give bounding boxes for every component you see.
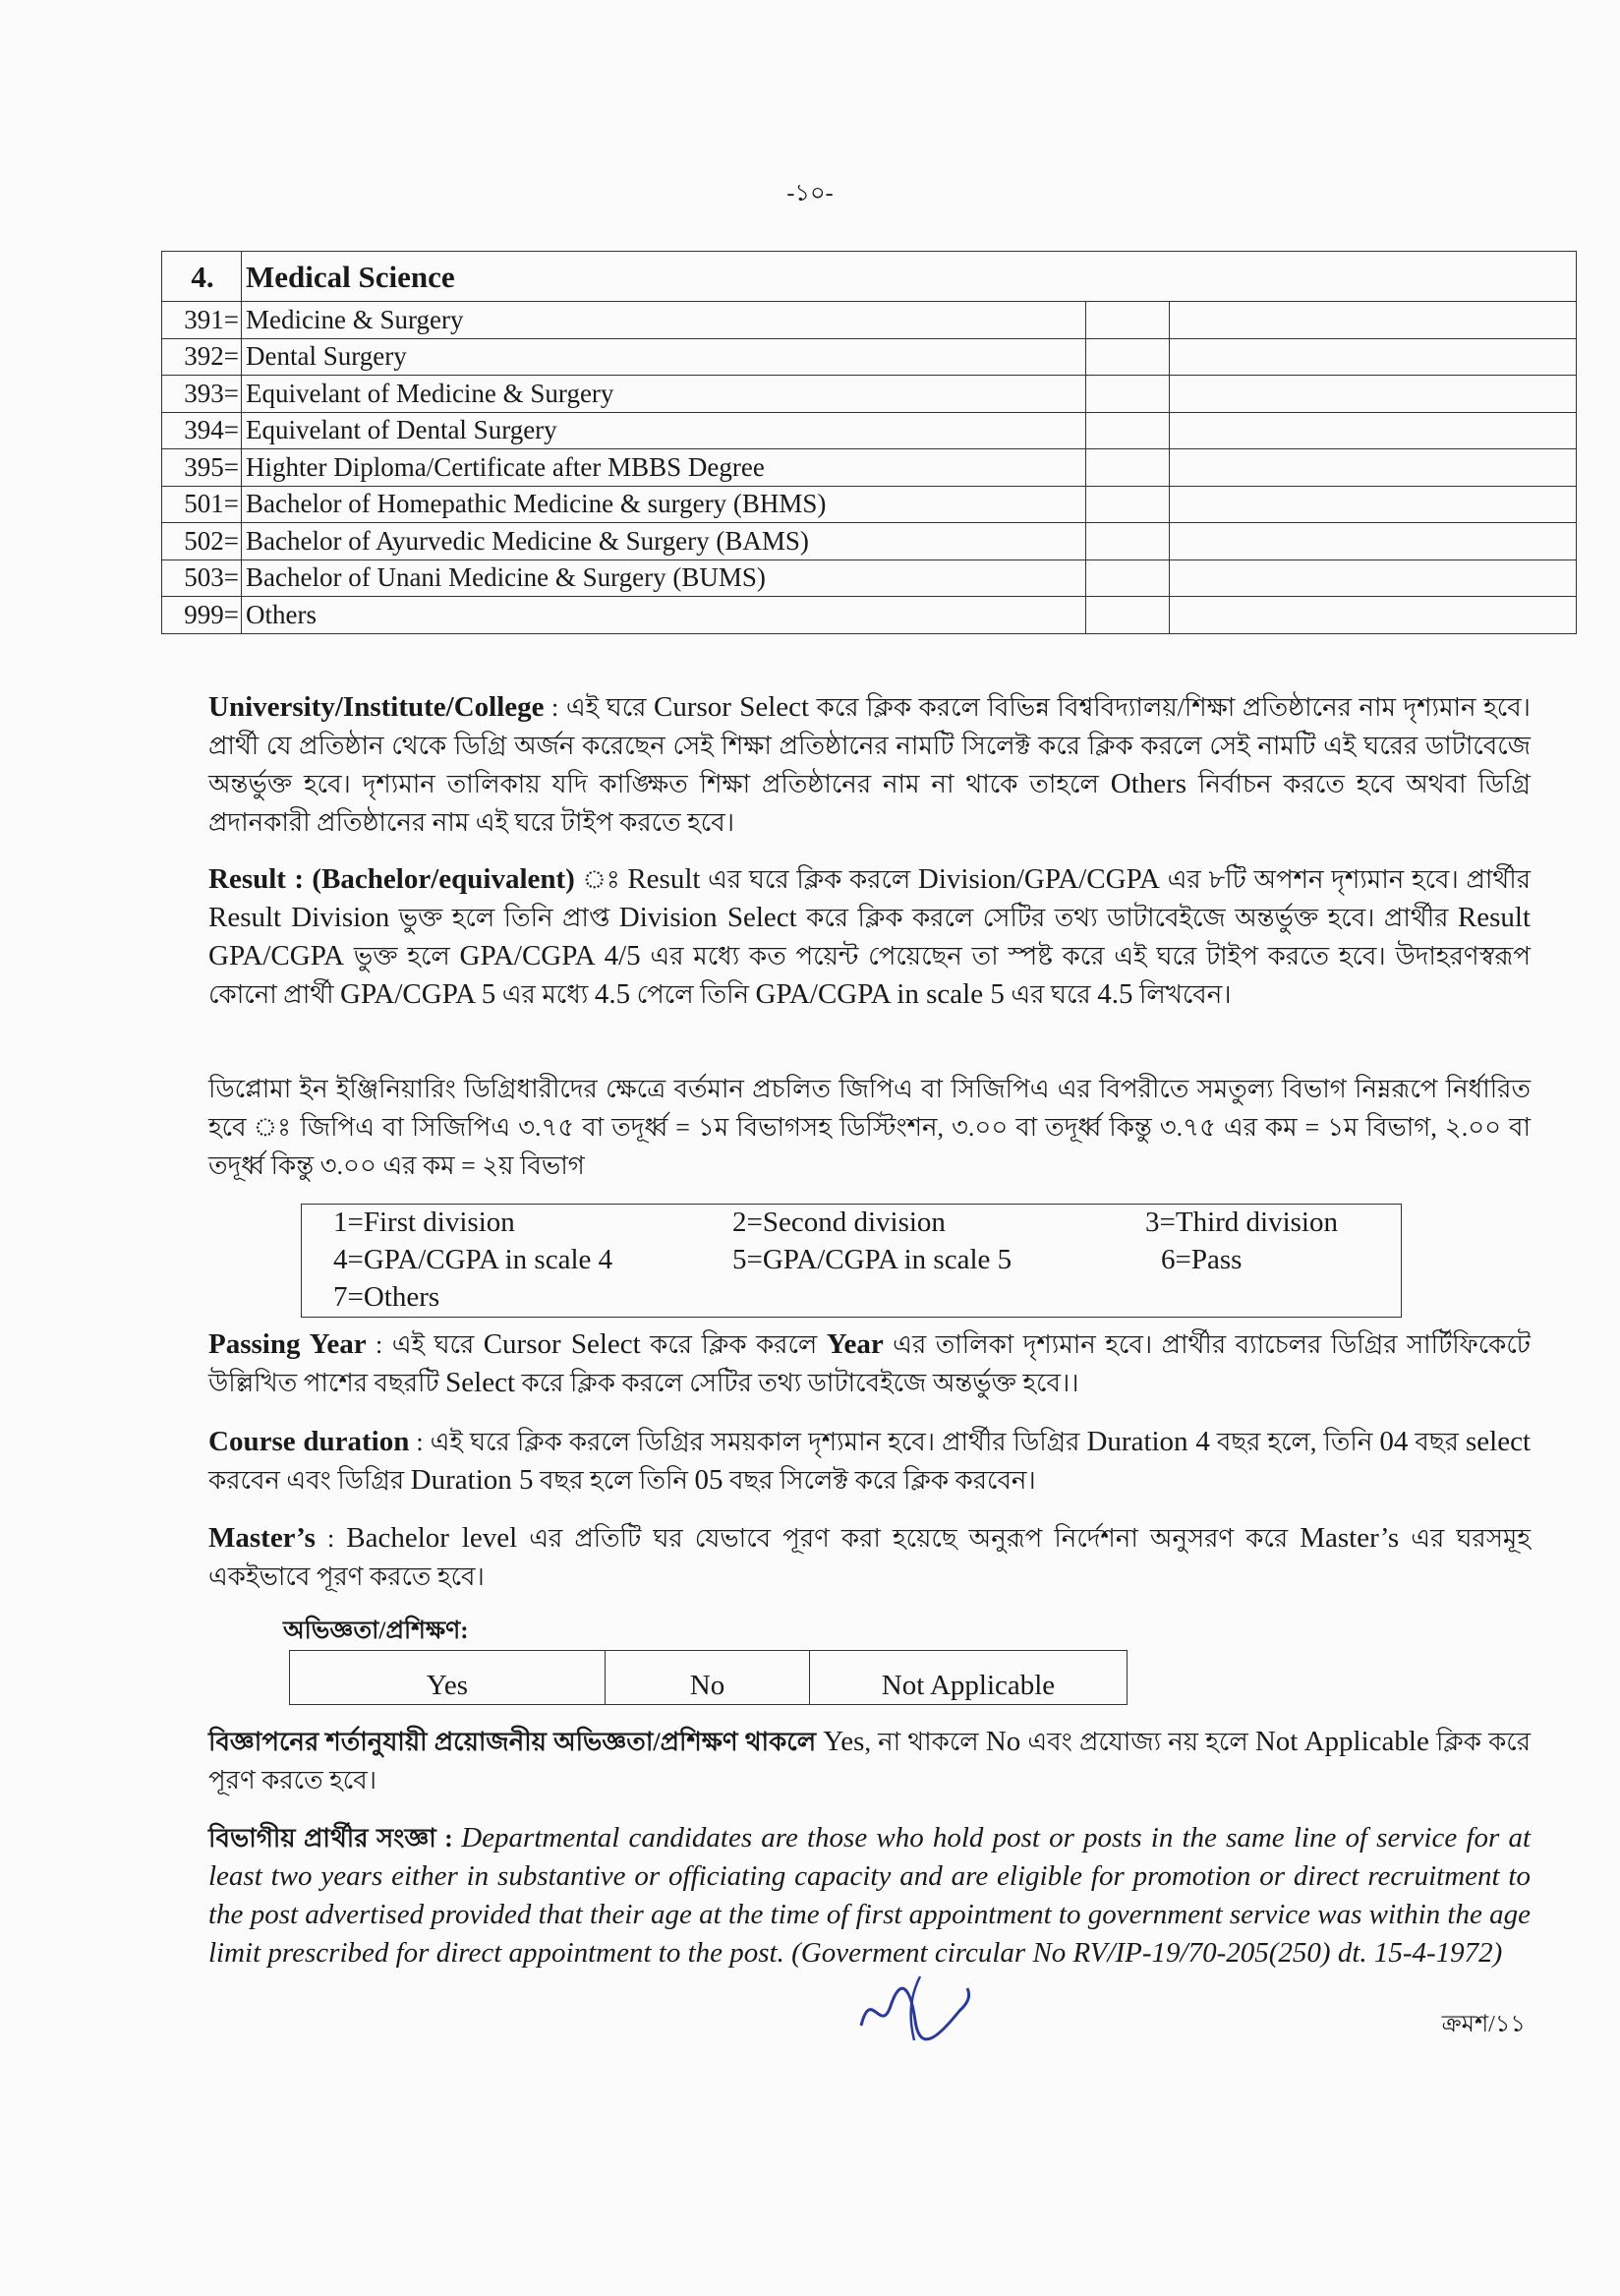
text: ভুক্ত হলে তিনি প্রাপ্ত (389, 904, 619, 932)
row-label: Highter Diploma/Certificate after MBBS Degree (242, 449, 1086, 487)
text: নির্বাচন করতে হবে অথবা ডিগ্রি প্রদানকারী প্রতিষ্ঠানের নাম এই ঘরে টাইপ করতে হবে। (208, 770, 1531, 837)
text: এর ৮টি অপশন দৃশ্যমান হবে। প্রার্থীর (1159, 865, 1531, 894)
row-label: Equivelant of Dental Surgery (242, 412, 1086, 449)
experience-option-no[interactable]: No (606, 1651, 810, 1705)
empty-cell (1086, 412, 1170, 449)
text: বছর (1408, 1428, 1466, 1456)
empty-cell (1170, 338, 1577, 376)
empty-cell (1086, 486, 1170, 523)
text: এবং প্রযোজ্য নয় হলে (1020, 1728, 1255, 1756)
row-code: 392= (162, 338, 242, 376)
text: Result GPA/CGPA (208, 902, 1532, 971)
diploma-note: ডিপ্লোমা ইন ইঞ্জিনিয়ারিং ডিগ্রিধারীদের ক্ষেত্রে বর্তমান প্রচলিত জিপিএ বা সিজিপিএ এর বিপরীতে সমতুল্য বিভাগ নিম্নরূপে নির্ধারিত হবে ঃ জিপিএ বা সিজিপিএ ৩.৭৫ বা তদূর্ধ্ব = ১ম বিভাগসহ ডিস্টিংশন, ৩.০০ বা তদূর্ধ্ব কিন্তু ৩.৭৫ এর কম = ১ম বিভাগ, ২.০০ বা তদূর্ধ্ব কিন্তু ৩.০০ এর কম = ২য় বিভাগ (208, 1075, 1531, 1180)
text: 4.5 (1097, 978, 1133, 1010)
text: 04 (1379, 1426, 1409, 1457)
text: Division/GPA/CGPA (917, 863, 1160, 895)
masters-title: Master’s (208, 1522, 316, 1554)
row-label: Bachelor of Homepathic Medicine & surgery (BHMS) (242, 486, 1086, 523)
row-code: 501= (162, 486, 242, 523)
row-code: 393= (162, 376, 242, 413)
experience-option-not-applicable[interactable]: Not Applicable (810, 1651, 1128, 1705)
university-paragraph (208, 688, 1531, 842)
row-label: Dental Surgery (242, 338, 1086, 376)
text: Others (1110, 768, 1187, 799)
separator: : (366, 1330, 392, 1359)
text: এর তালিকা দৃশ্যমান হবে। প্রার্থীর ব্যাচেলর ডিগ্রির সার্টিফিকেটে উল্লিখিত পাশের বছরটি (208, 1330, 1531, 1397)
course-duration-title: Course duration (208, 1426, 410, 1457)
empty-cell (1086, 559, 1170, 597)
result-option: 7=Others (333, 1281, 440, 1313)
table-row (162, 486, 1577, 523)
experience-paragraph (208, 1723, 1531, 1799)
text: লিখবেন। (1132, 980, 1232, 1009)
text: select (1465, 1426, 1531, 1457)
row-label: Medicine & Surgery (242, 302, 1086, 339)
empty-cell (1086, 338, 1170, 376)
text: Duration 4 (1086, 1426, 1210, 1457)
departmental-text: Departmental candidates are those who hold post or posts in the same line of service for at least two years either in substantive or officiating capacity and are eligible for promotion or direct recruitment to the post advertised provided that their age at the time of first appointment to government service was within the age limit prescribed for direct appointment to the post. (Goverment circular No RV/IP-19/70-205(250) dt. 15-4-1972) (208, 1822, 1532, 1969)
table-row (162, 338, 1577, 376)
text: Cursor Select (483, 1328, 641, 1360)
empty-cell (1170, 376, 1577, 413)
empty-cell (1170, 449, 1577, 487)
text: বছর হলে, তিনি (1209, 1428, 1380, 1456)
text: এর প্রতিটি ঘর যেভাবে পূরণ করা হয়েছে অনুরূপ নির্দেশনা অনুসরণ করে (517, 1524, 1301, 1553)
result-paragraph (208, 860, 1531, 1014)
text: 4.5 (594, 978, 631, 1010)
empty-cell (1086, 597, 1170, 634)
empty-cell (1170, 597, 1577, 634)
text: এর ঘরে ক্লিক করলে (700, 865, 918, 894)
text: এই ঘরে (565, 693, 654, 722)
text: করে ক্লিক করলে বিভিন্ন বিশ্ববিদ্যালয়/শিক্ষা প্রতিষ্ঠানের নাম দৃশ্যমান হবে। প্রার্থী যে প্রতিষ্ঠান থেকে ডিগ্রি অর্জন করেছেন সেই শিক্ষা প্রতিষ্ঠানের নামটি সিলেক্ট করে ক্লিক করলে সেই নামটি এই ঘরের ডাটাবেজে অন্তর্ভুক্ত হবে। দৃশ্যমান তালিকায় যদি কাঙ্ক্ষিত শিক্ষা প্রতিষ্ঠানের নাম না থাকে তাহলে (208, 693, 1531, 798)
text: এর মধ্যে (495, 980, 595, 1009)
text: বছর হলে তিনি (533, 1466, 695, 1495)
separator: : (544, 693, 566, 722)
row-code: 503= (162, 559, 242, 597)
result-option: 6=Pass (1161, 1244, 1243, 1275)
masters-paragraph (208, 1519, 1531, 1596)
signature-mark (851, 1967, 989, 2045)
result-option: 2=Second division (732, 1207, 946, 1238)
empty-cell (1170, 302, 1577, 339)
row-label: Others (242, 597, 1086, 634)
text: No (985, 1726, 1021, 1757)
text: করে ক্লিক করলে সেটির তথ্য ডাটাবেইজে অন্তর্ভুক্ত হবে।। (515, 1369, 1079, 1397)
experience-lead: বিজ্ঞাপনের শর্তানুযায়ী প্রয়োজনীয় অভিজ্ঞতা/প্রশিক্ষণ থাকলে (208, 1728, 817, 1756)
text: GPA/CGPA 5 (340, 978, 496, 1010)
row-code: 391= (162, 302, 242, 339)
medical-science-table (161, 251, 1577, 634)
text: এর মধ্যে কত পয়েন্ট পেয়েছেন তা স্পষ্ট করে এই ঘরে টাইপ করতে হবে। উদাহরণস্বরূপ কোনো প্রার্থী (208, 942, 1532, 1009)
text: Cursor Select (654, 691, 810, 723)
row-code: 999= (162, 597, 242, 634)
text: Result (627, 863, 701, 895)
empty-cell (1170, 412, 1577, 449)
text: এর ঘরে (1004, 980, 1098, 1009)
result-option: 4=GPA/CGPA in scale 4 (333, 1244, 613, 1275)
row-label: Bachelor of Ayurvedic Medicine & Surgery (BAMS) (242, 523, 1086, 560)
departmental-label: বিভাগীয় প্রার্থীর সংজ্ঞা : (208, 1824, 453, 1853)
text: Result Division (208, 902, 390, 933)
text: Year (826, 1328, 884, 1360)
table-row (162, 559, 1577, 597)
text: এই ঘরে (391, 1330, 484, 1359)
table-header-row (162, 252, 1577, 302)
empty-cell (1086, 302, 1170, 339)
text: GPA/CGPA 4/5 (459, 940, 641, 971)
empty-cell (1170, 486, 1577, 523)
result-title: Result : (Bachelor/equivalent) (208, 863, 575, 895)
text: ভুক্ত হলে (344, 942, 460, 971)
table-row (162, 376, 1577, 413)
text: Duration 5 (410, 1464, 534, 1496)
row-label: Equivelant of Medicine & Surgery (242, 376, 1086, 413)
result-option: 3=Third division (1145, 1207, 1338, 1238)
section-title: Medical Science (242, 252, 1577, 302)
result-option: 5=GPA/CGPA in scale 5 (732, 1244, 1012, 1275)
result-option: 1=First division (333, 1207, 515, 1238)
table-row (162, 302, 1577, 339)
row-code: 394= (162, 412, 242, 449)
experience-heading: অভিজ্ঞতা/প্রশিক্ষণ: (283, 1618, 469, 1644)
empty-cell (1170, 559, 1577, 597)
course-duration-paragraph (208, 1423, 1531, 1500)
text: করে ক্লিক করলে সেটির তথ্য ডাটাবেইজে অন্তর্ভুক্ত হবে। প্রার্থীর (796, 904, 1458, 932)
text: Division Select (618, 902, 797, 933)
text: করে ক্লিক করলে (640, 1330, 827, 1359)
row-code: 502= (162, 523, 242, 560)
text: এই ঘরে ক্লিক করলে ডিগ্রির সময়কাল দৃশ্যমান হবে। প্রার্থীর ডিগ্রির (430, 1428, 1087, 1456)
table-row (162, 412, 1577, 449)
experience-options-table (289, 1650, 1128, 1705)
text: GPA/CGPA in scale 5 (755, 978, 1005, 1010)
result-options-box (301, 1204, 1402, 1318)
row-label: Bachelor of Unani Medicine & Surgery (BUMS) (242, 559, 1086, 597)
section-number: 4. (162, 252, 242, 302)
experience-option-yes[interactable]: Yes (290, 1651, 606, 1705)
passing-year-title: Passing Year (208, 1328, 367, 1360)
text: Bachelor level (346, 1522, 518, 1554)
table-row (162, 597, 1577, 634)
table-row (162, 449, 1577, 487)
text: এর ঘরসমূহ একইভাবে পূরণ করতে হবে। (208, 1524, 1531, 1591)
empty-cell (1086, 376, 1170, 413)
empty-cell (1170, 523, 1577, 560)
continued-label: ক্রমশ/১১ (1441, 2012, 1526, 2037)
passing-year-paragraph (208, 1325, 1531, 1402)
table-row (162, 523, 1577, 560)
row-code: 395= (162, 449, 242, 487)
university-title: University/Institute/College (208, 691, 545, 723)
text: Select (445, 1367, 516, 1398)
empty-cell (1086, 523, 1170, 560)
text: পেলে তিনি (630, 980, 756, 1009)
page-number: -১০- (786, 181, 834, 206)
text: , না থাকলে (864, 1728, 986, 1756)
separator: : (409, 1428, 431, 1456)
separator: ঃ (574, 865, 628, 894)
text: বছর সিলেক্ট করে ক্লিক করবেন। (723, 1466, 1036, 1495)
text: Master’s (1300, 1522, 1400, 1554)
text: ক্লিক করে পূরণ করতে হবে। (208, 1728, 1532, 1795)
empty-cell (1086, 449, 1170, 487)
text: করবেন এবং ডিগ্রির (208, 1466, 411, 1495)
separator: : (315, 1524, 347, 1553)
text: 05 (694, 1464, 723, 1496)
departmental-paragraph (208, 1819, 1531, 1972)
text: Not Applicable (1254, 1726, 1429, 1757)
text: Yes (823, 1726, 865, 1757)
